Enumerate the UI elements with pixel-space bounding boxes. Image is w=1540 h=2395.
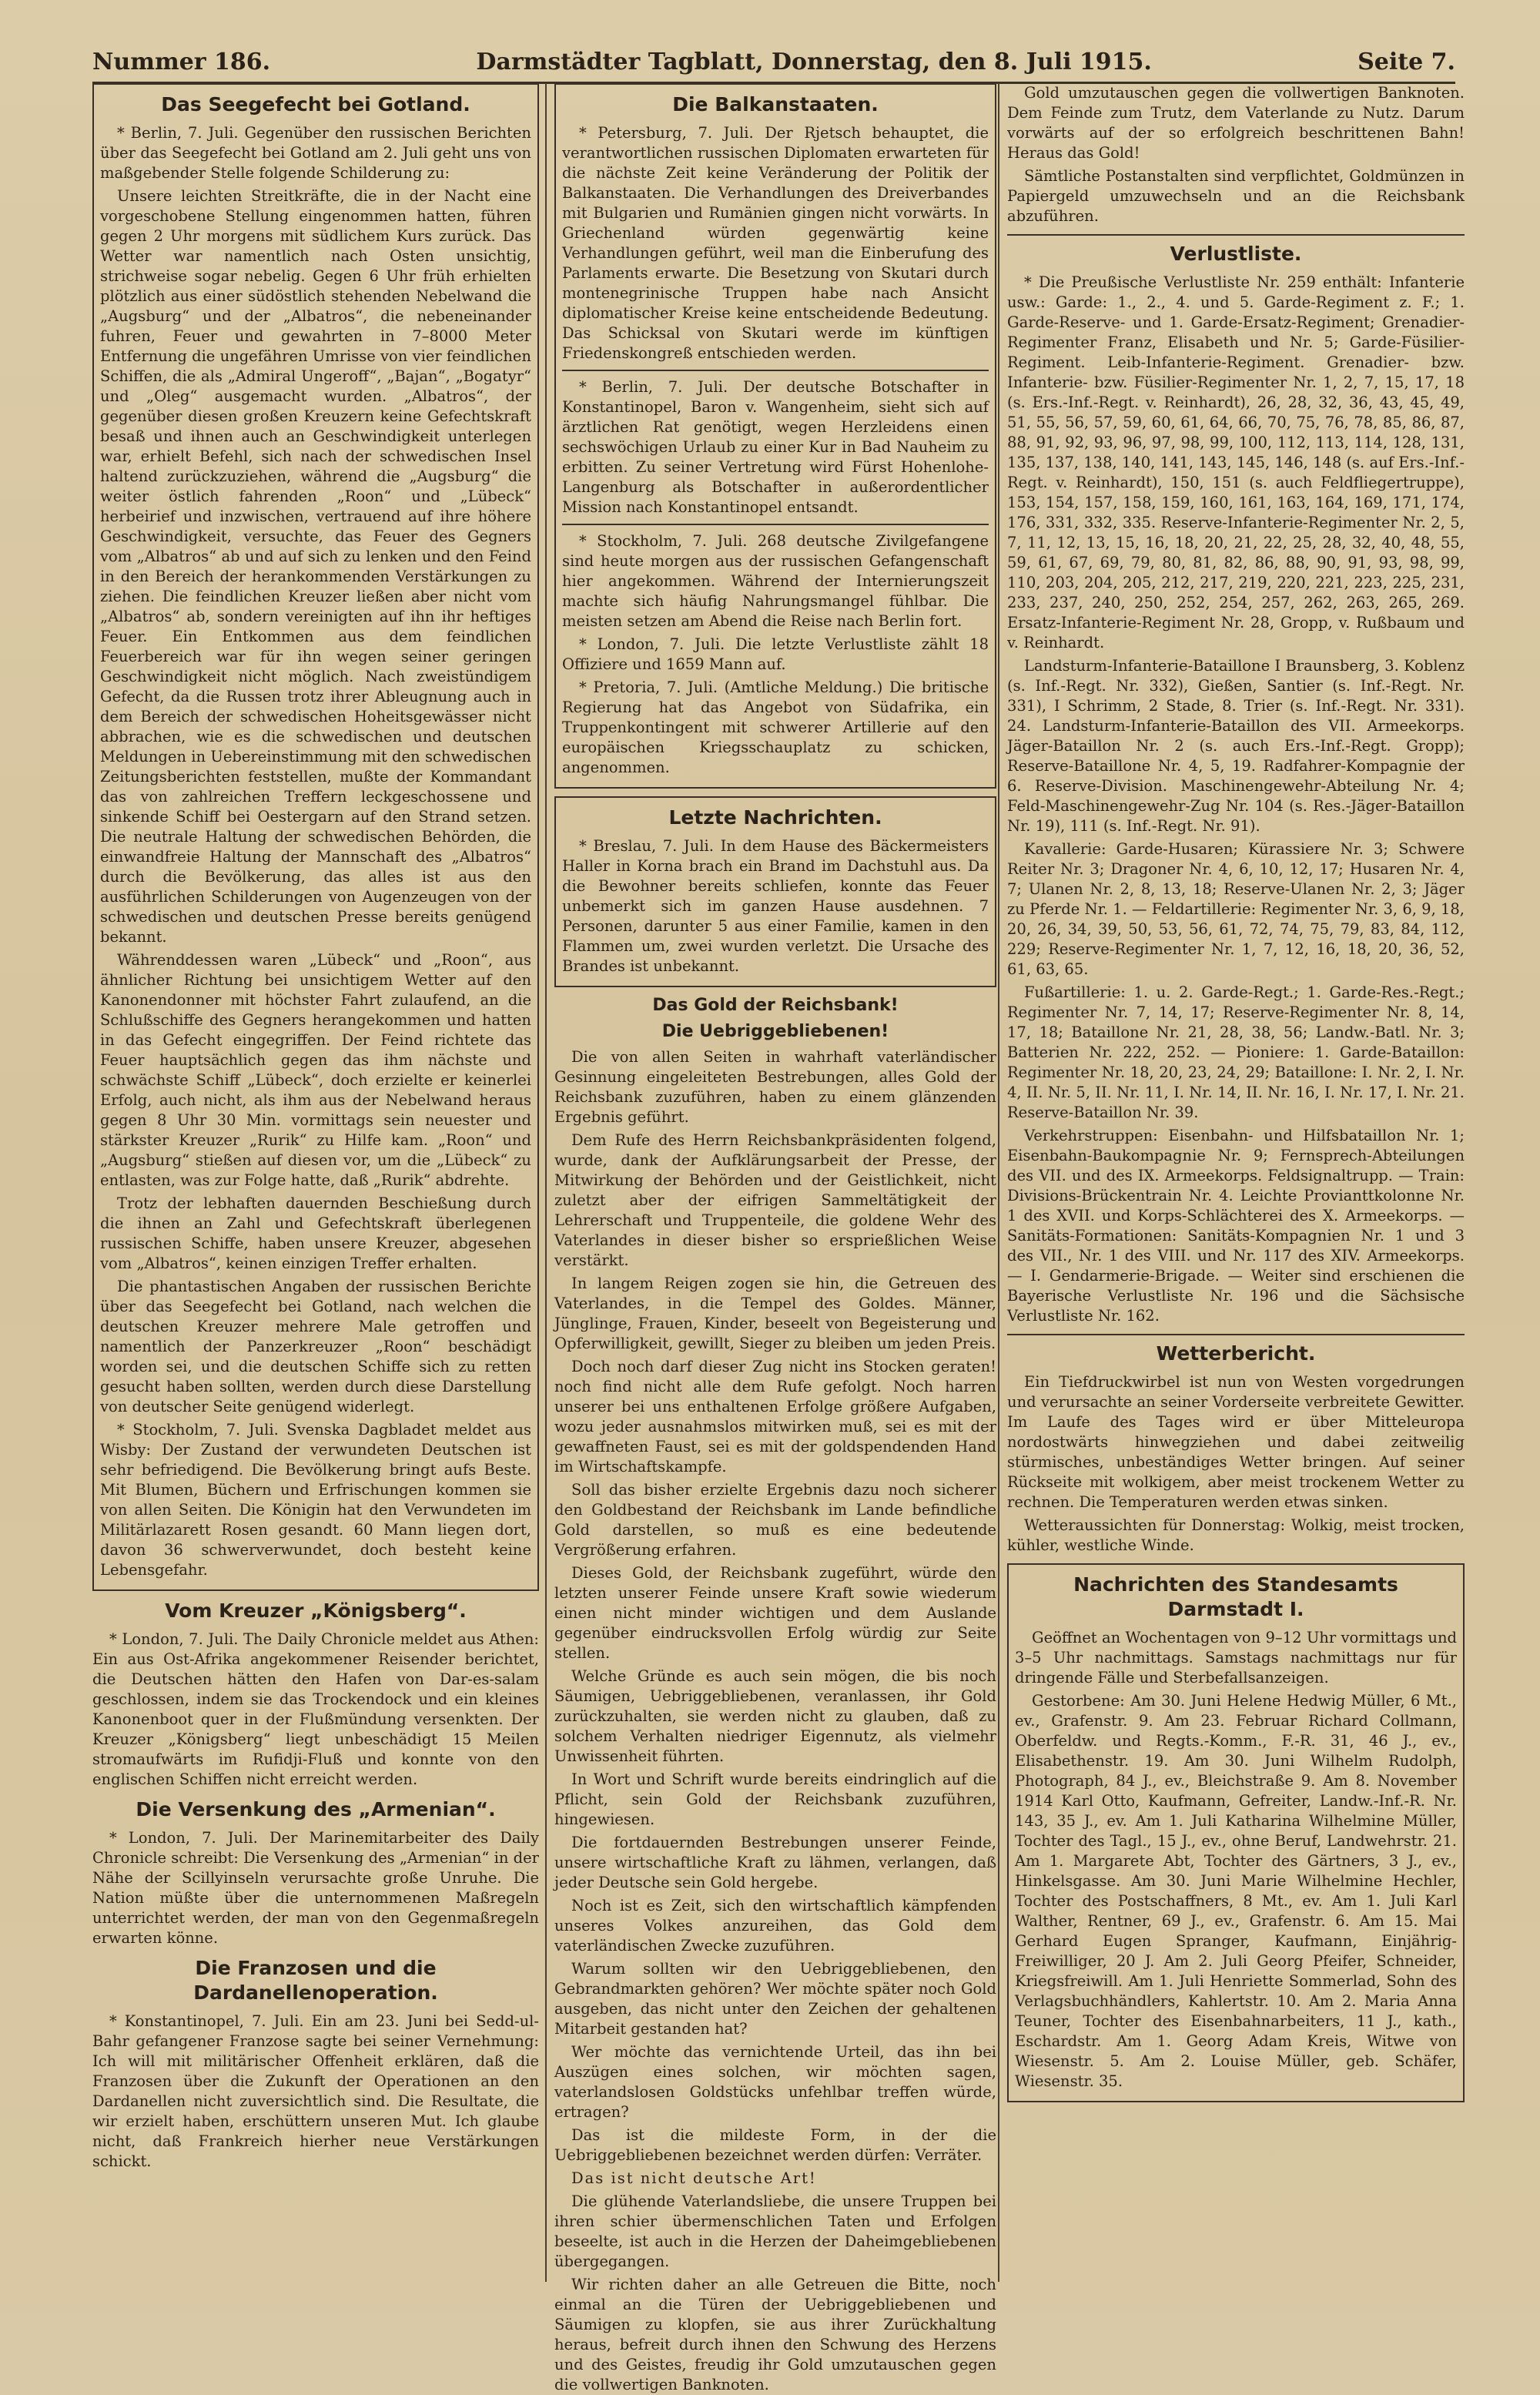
paragraph: Dem Rufe des Herrn Reichsbankpräsidenten folgend, wurde, dank der Aufklärungsarbeit der Presse, der Mitwirkung der Behörden und der Geistlichkeit, nicht zuletzt aber der eifrigen Sammeltätigkeit der Lehrerschaft und Truppenteile, die goldene Wehr des Vaterlandes in dieser bisher so ersprießlichen Weise verstärkt. [554, 1131, 996, 1269]
page-number: Seite 7. [1358, 49, 1455, 75]
article-balkanstaaten [554, 83, 996, 789]
paragraph: * London, 7. Juli. Die letzte Verlustliste zählt 18 Offiziere und 1659 Mann auf. [562, 635, 989, 673]
headline-gold-reichsbank: Das Gold der Reichsbank! [652, 996, 899, 1015]
paragraph: Warum sollten wir den Uebriggebliebenen, den Gebrandmarkten gehören? Wer möchte später noch Gold ausgeben, das nicht unter den Zeichen der gehaltenen Mitarbeit gestanden hat? [554, 1960, 996, 2038]
paragraph: * Petersburg, 7. Juli. Der Rjetsch behauptet, die verantwortlichen russischen Diplomaten erwarteten für die nächste Zeit keine Veränderung der Politik der Balkanstaaten. Die Verhandlungen des Dreiverbandes mit Bulgarien und Rumänien gingen nicht vorwärts. In Griechenland würden gegenwärtig keine Verhandlungen geführt, weil man die Einberufung des Parlaments erwarte. Die Besetzung von Skutari durch montenegrinische Truppen habe nach Ansicht diplomatischer Kreise keine entscheidende Bedeutung. Das Schicksal von Skutari werde im künftigen Friedenskongreß entschieden werden. [562, 124, 989, 362]
paragraph: Ein Tiefdruckwirbel ist nun von Westen vorgedrungen und verursachte an seiner Vorderseite verbreitete Gewitter. Im Laufe des Tages wird er über Mitteleuropa nordostwärts hinwegziehen und dabei zeitweilig stürmisches, unbeständiges Wetter bringen. Auf seiner Rückseite mit wolkigem, aber meist trockenem Wetter zu rechnen. Die Temperaturen werden etwas sinken. [1007, 1373, 1465, 1511]
article-gold-reichsbank [554, 995, 996, 2395]
paragraph: Wetteraussichten für Donnerstag: Wolkig, meist trocken, kühler, westliche Winde. [1007, 1516, 1465, 1554]
subheadline-uebriggebliebenen: Die Uebriggebliebenen! [661, 1022, 889, 1041]
paragraph: Das ist die mildeste Form, in der die Uebriggebliebenen bezeichnet werden dürfen: Verräter. [554, 2126, 996, 2164]
paragraph: Geöffnet an Wochentagen von 9–12 Uhr vormittags und 3–5 Uhr nachmittags. Samstags nachmittags nur für dringende Fälle und Sterbefallsanzeigen. [1015, 1629, 1457, 1687]
headline-koenigsberg: Vom Kreuzer „Königsberg“. [165, 1599, 467, 1622]
issue-number: Nummer 186. [92, 49, 271, 75]
paragraph: In Wort und Schrift wurde bereits eindringlich auf die Pflicht, sein Gold der Reichsbank zuzuführen, hingewiesen. [554, 1770, 996, 1828]
paragraph: * Berlin, 7. Juli. Der deutsche Botschafter in Konstantinopel, Baron v. Wangenheim, sieht sich auf ärztlichen Rat genötigt, wegen Herzleidens einen sechswöchigen Urlaub zu einer Kur in Bad Nauheim zu erbitten. Zu seiner Vertretung wird Fürst Hohenlohe-Langenburg als Botschafter in außerordentlicher Mission nach Konstantinopel entsandt. [562, 378, 989, 516]
divider [562, 524, 989, 525]
paragraph: Wir richten daher an alle Getreuen die Bitte, noch einmal an die Türen der Uebriggebliebenen und Säumigen zu klopfen, sie aus ihrer Zurückhaltung heraus, befreit durch ihnen den Schwung des Herzens und des Geistes, freudig ihr Gold umzutauschen gegen die vollwertigen Banknoten. [554, 2276, 996, 2393]
paragraph: Fußartillerie: 1. u. 2. Garde-Regt.; 1. Garde-Res.-Regt.; Regimenter Nr. 7, 14, 17; Reserve-Regimenter Nr. 8, 14, 17, 18; Bataillone Nr. 21, 28, 38, 56; Landw.-Batl. Nr. 3; Batterien Nr. 222, 252. — Pioniere: 1. Garde-Bataillon: Regimenter Nr. 18, 20, 23, 24, 29; Bataillone: I. Nr. 2, I. Nr. 4, II. Nr. 5, II. Nr. 11, I. Nr. 14, II. Nr. 16, I. Nr. 17, I. Nr. 21. Reserve-Bataillon Nr. 39. [1007, 983, 1465, 1121]
paragraph: Unsere leichten Streitkräfte, die in der Nacht eine vorgeschobene Stellung eingenommen hatten, führen gegen 2 Uhr morgens mit südlichem Kurs zurück. Das Wetter war namentlich nach Osten unsichtig, strichweise sogar nebelig. Gegen 6 Uhr früh erhielten plötzlich aus einer südöstlich stehenden Nebelwand die „Augsburg“ und der „Albatros“, die nebeneinander fuhren, Feuer und gewahrten in 7–8000 Meter Entfernung die ungefähren Umrisse von vier feindlichen Schiffen, die als „Admiral Ungeroff“, „Bajan“, „Bogatyr“ und „Oleg“ ausgemacht wurden. „Albatros“, der gegenüber diesen großen Kreuzern keine Gefechtskraft besaß und ihnen auch an Geschwindigkeit unterlegen war, erhielt Befehl, sich nach der schwedischen Insel haltend zurückzuziehen, während die „Augsburg“ die weiter östlich fahrenden „Roon“ und „Lübeck“ herbeirief und inzwischen, vertrauend auf ihre höhere Geschwindigkeit, versuchte, das Feuer des Gegners vom „Albatros“ ab und auf sich zu lenken und den Feind in den Bereich der herankommenden Verstärkungen zu ziehen. Die feindlichen Kreuzer ließen aber nicht vom „Albatros“ ab, sondern vereinigten auf ihn ihr heftiges Feuer. Ein Entkommen aus dem feindlichen Feuerbereich war für ihn wegen seiner geringen Geschwindigkeit nicht möglich. Nach zweistündigem Gefecht, da die Russen trotz ihrer Ableugnung auch in dem Bereich der schwedischen Hoheitsgewässer nicht abbrachen, wie es die schwedischen und deutschen Meldungen in Uebereinstimmung mit den schwedischen Zeitungsberichten feststellen, mußte der Kommandant das von zahlreichen Treffern leckgeschossene und sinkende Schiff bei Oestergarn auf den Strand setzen. Die neutrale Haltung der schwedischen Behörden, die einwandfreie Haltung der Mannschaft des „Albatros“ durch die Bevölkerung, das alles ist aus den ausführlichen Schilderungen von Augenzeugen von der schwedischen und deutschen Presse bereits genügend bekannt. [100, 187, 531, 946]
paragraph: Das ist nicht deutsche Art! [571, 2169, 817, 2187]
paragraph: Landsturm-Infanterie-Bataillone I Braunsberg, 3. Koblenz (s. Inf.-Regt. Nr. 332), Gießen, Santier (s. Inf.-Regt. Nr. 331), I Schrimm, 2 Stade, 8. Trier (s. Inf.-Regt. Nr. 331). 24. Landsturm-Infanterie-Bataillon des VII. Armeekorps. Jäger-Bataillon Nr. 2 (s. auch Ers.-Inf.-Regt. Gropp); Reserve-Bataillone Nr. 4, 5, 19. Radfahrer-Kompagnie der 6. Reserve-Division. Maschinengewehr-Abteilung Nr. 4; Feld-Maschinengewehr-Zug Nr. 104 (s. Res.-Jäger-Bataillon Nr. 19), 111 (s. Inf.-Regt. Nr. 91). [1007, 657, 1465, 835]
headline-balkanstaaten: Die Balkanstaaten. [672, 93, 879, 116]
column-1 [92, 83, 539, 2282]
paragraph: * Berlin, 7. Juli. Gegenüber den russischen Berichten über das Seegefecht bei Gotland am 2. Juli geht uns von maßgebender Stelle folgende Schilderung zu: [100, 124, 531, 182]
paragraph: Sämtliche Postanstalten sind verpflichtet, Goldmünzen in Papiergeld umzuwechseln und an die Reichsbank abzuführen. [1007, 167, 1465, 225]
newspaper-title: Darmstädter Tagblatt, Donnerstag, den 8. Juli 1915. [476, 49, 1152, 75]
paragraph: Die fortdauernden Bestrebungen unserer Feinde, unsere wirtschaftliche Kraft zu lähmen, verlangen, daß jeder Deutsche sein Gold hergebe. [554, 1834, 996, 1891]
headline-standesamt: Nachrichten des Standesamts Darmstadt I. [1073, 1573, 1398, 1620]
paragraph: Kavallerie: Garde-Husaren; Kürassiere Nr. 3; Schwere Reiter Nr. 3; Dragoner Nr. 4, 6, 10, 12, 17; Husaren Nr. 4, 7; Ulanen Nr. 2, 8, 13, 18; Reserve-Ulanen Nr. 2, 3; Jäger zu Pferde Nr. 1. — Feldartillerie: Regimenter Nr. 3, 6, 9, 18, 20, 26, 34, 39, 50, 53, 56, 61, 72, 74, 75, 79, 83, 84, 112, 229; Reserve-Regimenter Nr. 1, 7, 12, 16, 18, 20, 36, 52, 61, 63, 65. [1007, 840, 1465, 978]
article-seegefecht [92, 83, 539, 1591]
paragraph: In langem Reigen zogen sie hin, die Getreuen des Vaterlandes, in die Tempel des Goldes. Männer, Jünglinge, Frauen, Kinder, beseelt von Begeisterung und Opferwilligkeit, gewillt, Sieger zu bleiben um jeden Preis. [554, 1275, 996, 1352]
paragraph: * Stockholm, 7. Juli. Svenska Dagbladet meldet aus Wisby: Der Zustand der verwundeten Deutschen ist sehr befriedigend. Die Bevölkerung bringt aufs Beste. Mit Blumen, Büchern und Erfrischungen kommen sie von allen Seiten. Die Königin hat den Verwundeten im Militärlazarett Rosen gesandt. 60 Mann liegen dort, davon 36 schwerverwundet, doch besteht keine Lebensgefahr. [100, 1421, 531, 1579]
headline-seegefecht: Das Seegefecht bei Gotland. [161, 93, 470, 116]
paragraph: Soll das bisher erzielte Ergebnis dazu noch sicherer den Goldbestand der Reichsbank im Lande befindliche Gold darstellen, so muß es eine bedeutende Vergrößerung erfahren. [554, 1481, 996, 1559]
paragraph: Welche Gründe es auch sein mögen, die bis noch Säumigen, Uebriggebliebenen, veranlassen, ihr Gold zurückzuhalten, sie werden nicht zu glauben, daß zu solchem Verhalten niedriger Eigennutz, als vielmehr Unwissenheit führten. [554, 1667, 996, 1765]
paragraph: Gold umzutauschen gegen die vollwertigen Banknoten. Dem Feinde zum Trutz, dem Vaterlande zu Nutz. Darum vorwärts auf der so erfolgreich beschrittenen Bahn! Heraus das Gold! [1007, 84, 1465, 162]
paragraph: Doch noch darf dieser Zug nicht ins Stocken geraten! noch find nicht alle dem Rufe gefolgt. Noch harren unserer bei uns enthaltenen Erfolge größere Aufgaben, wozu jeder ausnahmslos mitwirken muß, sei es mit der gewaffneten Faust, sei es mit der goldspendenden Hand im Wirtschaftskampfe. [554, 1358, 996, 1476]
article-verlustliste [1007, 242, 1465, 1326]
paragraph: Noch ist es Zeit, sich den wirtschaftlich kämpfenden unseres Volkes anzureihen, das Gold dem vaterländischen Zwecke zuzuführen. [554, 1897, 996, 1955]
article-wetterbericht [1007, 1342, 1465, 1556]
paragraph: * Stockholm, 7. Juli. 268 deutsche Zivilgefangene sind heute morgen aus der russischen Gefangenschaft hier angekommen. Während der Internierungszeit machte sich häufig Nahrungsmangel fühlbar. Die meisten setzen am Abend die Reise nach Berlin fort. [562, 532, 989, 630]
paragraph: * London, 7. Juli. The Daily Chronicle meldet aus Athen: Ein aus Ost-Afrika angekommener Reisender berichtet, die Deutschen hätten den Hafen von Dar-es-salam geschlossen, indem sie das Trockendock und ein kleines Kanonenboot quer in der Flußmündung versenkten. Der Kreuzer „Königsberg“ liegt unbeschädigt 15 Meilen stromaufwärts im Rufidji-Fluß und konnte von den englischen Schiffen nicht erreicht werden. [92, 1630, 539, 1788]
article-dardanellen [92, 1956, 539, 2172]
article-gold-continued [1007, 83, 1465, 226]
headline-letzte-nachrichten: Letzte Nachrichten. [668, 806, 882, 829]
column-2 [545, 83, 996, 2393]
headline-armenian: Die Versenkung des „Armenian“. [136, 1798, 496, 1821]
headline-wetterbericht: Wetterbericht. [1156, 1342, 1316, 1365]
article-koenigsberg [92, 1599, 539, 1790]
paragraph: Gestorbene: Am 30. Juni Helene Hedwig Müller, 6 Mt., ev., Grafenstr. 9. Am 23. Februar Richard Collmann, Oberfeldw. und Regts.-Komm., F.-R. 31, 46 J., ev., Elisabethenstr. 19. Am 30. Juni Wilhelm Rudolph, Photograph, 84 J., ev., Bleichstraße 9. Am 8. November 1914 Karl Otto, Kaufmann, Gefreiter, Landw.-Inf.-R. Nr. 143, 35 J., ev. Am 1. Juli Katharina Wilhelmine Müller, Tochter des Tagl., 15 J., ev., ohne Beruf, Landwehrstr. 21. Am 1. Margarete Abt, Tochter des Gärtners, 3 J., ev., Hinkelsgasse. Am 30. Juni Marie Wilhelmine Hechler, Tochter des Postschaffners, 8 Mt., ev. Am 1. Juli Karl Walther, Rentner, 69 J., ev., Grafenstr. 6. Am 15. Mai Gerhard Eugen Spranger, Kaufmann, Einjährig-Freiwilliger, 20 J. Am 2. Juli Georg Pfeifer, Schneider, Kriegsfreiwill. Am 1. Juli Henriette Sommerlad, Sohn des Verlagsbuchhändlers, Kahlertstr. 10. Am 2. Maria Anna Teuner, Tochter des Eisenbahnarbeiters, 11 J., kath., Eschardstr. Am 1. Georg Adam Kreis, Witwe von Wiesenstr. 5. Am 2. Louise Müller, geb. Schäfer, Wiesenstr. 35. [1015, 1692, 1457, 2090]
paragraph: Die von allen Seiten in wahrhaft vaterländischer Gesinnung eingeleiteten Bestrebungen, alles Gold der Reichsbank zuzuführen, haben zu einem glänzenden Ergebnis geführt. [554, 1048, 996, 1126]
paragraph: * Die Preußische Verlustliste Nr. 259 enthält: Infanterie usw.: Garde: 1., 2., 4. und 5. Garde-Regiment z. F.; 1. Garde-Reserve- und 1. Garde-Ersatz-Regiment; Grenadier-Regimenter Franz, Elisabeth und Nr. 5; Garde-Füsilier-Regiment. Leib-Infanterie-Regiment. Grenadier- bzw. Infanterie- bzw. Füsilier-Regimenter Nr. 1, 2, 7, 15, 17, 18 (s. Ers.-Inf.-Regt. v. Reinhardt), 26, 28, 32, 36, 43, 45, 49, 51, 55, 56, 57, 59, 60, 61, 64, 66, 70, 75, 76, 78, 85, 86, 87, 88, 91, 92, 93, 96, 97, 98, 99, 100, 112, 113, 114, 128, 131, 135, 137, 138, 140, 141, 143, 145, 146, 148 (s. auf Ers.-Inf.-Regt. v. Reinhardt), 150, 151 (s. auch Feldfliegertruppe), 153, 154, 157, 158, 159, 160, 161, 163, 164, 169, 171, 174, 176, 331, 332, 335. Reserve-Infanterie-Regimenter Nr. 2, 5, 7, 11, 12, 13, 15, 16, 18, 20, 21, 22, 25, 28, 32, 40, 48, 55, 59, 61, 67, 69, 79, 80, 81, 82, 86, 88, 90, 91, 93, 98, 99, 110, 203, 204, 205, 212, 217, 219, 220, 221, 223, 225, 231, 233, 237, 240, 250, 252, 254, 257, 262, 263, 265, 269. Ersatz-Infanterie-Regiment Nr. 28, Gropp, v. Rußbaum und v. Reinhardt. [1007, 273, 1465, 652]
paragraph: Wer möchte das vernichtende Urteil, das ihn bei Auszügen eines solchen, wir möchten sagen, vaterlandslosen Goldstücks unfehlbar treffen würde, ertragen? [554, 2043, 996, 2121]
paragraph: * London, 7. Juli. Der Marinemitarbeiter des Daily Chronicle schreibt: Die Versenkung des „Armenian“ in der Nähe der Scillyinseln verursachte große Unruhe. Die Nation müßte über die unternommenen Maßregeln unterrichtet werden, der man von den Gegenmaßregeln erwarten könne. [92, 1829, 539, 1947]
article-letzte-nachrichten [554, 796, 996, 987]
paragraph: Die glühende Vaterlandsliebe, die unsere Truppen bei ihren schier übermenschlichen Taten und Erfolgen beseelte, ist auch in die Herzen der Daheimgebliebenen übergegangen. [554, 2192, 996, 2270]
masthead [92, 37, 1455, 84]
paragraph: Trotz der lebhaften dauernden Beschießung durch die ihnen an Zahl und Gefechtskraft überlegenen russischen Schiffe, haben unsere Kreuzer, abgesehen vom „Albatros“, keinen einzigen Treffer erhalten. [100, 1194, 531, 1272]
paragraph: Die phantastischen Angaben der russischen Berichte über das Seegefecht bei Gotland, nach welchen die deutschen Kreuzer mehrere Male getroffen und namentlich der Panzerkreuzer „Roon“ beschädigt worden sei, und die deutschen Schiffe sich zu retten gesucht haben sollten, werden durch diese Darstellung von deutscher Seite genügend widerlegt. [100, 1278, 531, 1415]
divider [1007, 1334, 1465, 1335]
paragraph: Währenddessen waren „Lübeck“ und „Roon“, aus ähnlicher Richtung bei unsichtigem Wetter auf den Kanonendonner mit höchster Fahrt zulaufend, an die Schlußschiffe des Gegners herangekommen und hatten in das Gefecht eingegriffen. Der Feind richtete das Feuer hauptsächlich gegen das ihm nächste und schwächste Schiff „Lübeck“, doch erzielte er keinerlei Erfolg, auch nicht, als ihm aus der Nebelwand heraus gegen 8 Uhr 30 Min. vormittags sein neuester und stärkster Kreuzer „Rurik“ zu Hilfe kam. „Roon“ und „Augsburg“ stießen auf diesen vor, um die „Lübeck“ zu entlasten, was zur Folge hatte, daß „Rurik“ abdrehte. [100, 951, 531, 1189]
headline-verlustliste: Verlustliste. [1170, 243, 1302, 265]
paragraph: * Konstantinopel, 7. Juli. Ein am 23. Juni bei Sedd-ul-Bahr gefangener Franzose sagte bei seiner Vernehmung: Ich will mit militärischer Offenheit erklären, daß die Franzosen über die Zukunft der Operationen an den Dardanellen nicht zuversichtlich sind. Die Resultate, die wir erzielt haben, erschüttern unseren Mut. Ich glaube nicht, daß Frankreich hierher neue Verstärkungen schickt. [92, 2012, 539, 2170]
article-armenian [92, 1797, 539, 1948]
headline-dardanellen: Die Franzosen und die Dardanellenoperation. [193, 1957, 438, 2004]
divider [1007, 234, 1465, 236]
paragraph: * Breslau, 7. Juli. In dem Hause des Bäckermeisters Haller in Korna brach ein Brand im Dachstuhl aus. Da die Bewohner bereits schliefen, konnte das Feuer unbemerkt sich im ganzen Hause ausdehnen. 7 Personen, darunter 5 aus einer Familie, kamen in den Flammen um, zwei wurden verletzt. Die Ursache des Brandes ist unbekannt. [562, 837, 989, 975]
article-standesamt [1007, 1563, 1465, 2102]
divider [562, 370, 989, 371]
paragraph: Dieses Gold, der Reichsbank zugeführt, würde den letzten unserer Feinde unsere Kraft sowie wiederum einen nicht minder wichtigen und dem Auslande gegenüber eindrucksvollen Erfolg würdig zur Seite stellen. [554, 1564, 996, 1662]
column-3 [998, 83, 1465, 2282]
paragraph: * Pretoria, 7. Juli. (Amtliche Meldung.) Die britische Regierung hat das Angebot von Südafrika, ein Truppenkontingent mit schwerer Artillerie auf den europäischen Kriegsschauplatz zu schicken, angenommen. [562, 678, 989, 776]
paragraph: Verkehrstruppen: Eisenbahn- und Hilfsbataillon Nr. 1; Eisenbahn-Baukompagnie Nr. 9; Fernsprech-Abteilungen des VII. und des IX. Armeekorps. Feldsignaltrupp. — Train: Divisions-Brückentrain Nr. 4. Leichte Provianttkolonne Nr. 1 des XVII. und Korps-Schlächterei des X. Armeekorps. — Sanitäts-Formationen: Sanitäts-Kompagnien Nr. 1 und 3 des VII., Nr. 1 des VIII. und Nr. 117 des XIV. Armeekorps. — I. Gendarmerie-Brigade. — Weiter sind erschienen die Bayerische Verlustliste Nr. 196 und die Sächsische Verlustliste Nr. 162. [1007, 1127, 1465, 1325]
